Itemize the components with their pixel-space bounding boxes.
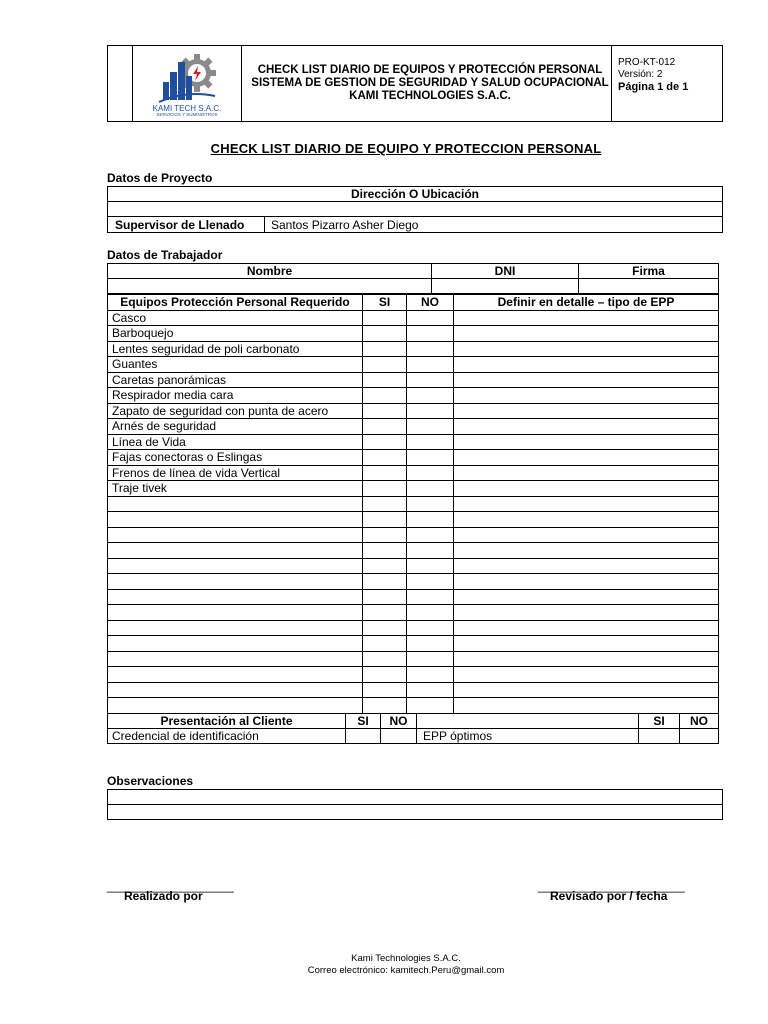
epp-item-label	[108, 698, 363, 714]
epp-detail-cell[interactable]	[454, 496, 719, 512]
presentation-blank-header	[417, 714, 639, 729]
epp-si-cell[interactable]	[363, 341, 407, 357]
epp-detail-cell[interactable]	[454, 636, 719, 652]
epp-row	[108, 605, 719, 621]
credential-no-cell[interactable]	[381, 729, 417, 744]
epp-detail-cell[interactable]	[454, 465, 719, 481]
epp-row	[108, 372, 719, 388]
presentation-header: Presentación al Cliente	[108, 714, 346, 729]
epp-detail-cell[interactable]	[454, 605, 719, 621]
epp-no-cell[interactable]	[407, 651, 454, 667]
epp-item-label: Línea de Vida	[108, 434, 363, 450]
document-page: Página 1 de 1	[618, 81, 689, 93]
epp-item-label: Casco	[108, 310, 363, 326]
credential-label: Credencial de identificación	[108, 729, 346, 744]
epp-row	[108, 574, 719, 590]
worker-table	[107, 263, 719, 294]
epp-optimal-label: EPP óptimos	[417, 729, 639, 744]
dni-header: DNI	[432, 264, 579, 279]
epp-row	[108, 698, 719, 714]
epp-no-cell[interactable]	[407, 605, 454, 621]
page-footer	[0, 953, 768, 977]
epp-row	[108, 651, 719, 667]
epp-item-label	[108, 512, 363, 528]
document-header	[107, 45, 723, 122]
epp-si-cell[interactable]	[363, 574, 407, 590]
firma-header: Firma	[579, 264, 719, 279]
epp-no-cell[interactable]	[407, 357, 454, 373]
observations-line[interactable]	[108, 790, 723, 805]
epp-no-cell[interactable]	[407, 403, 454, 419]
footer-email: Correo electrónico: kamitech.Peru@gmail.com	[307, 965, 505, 976]
logo-text: KAMI TECH S.A.C.	[152, 104, 222, 113]
epp-si-header: SI	[363, 295, 407, 311]
epp-row	[108, 682, 719, 698]
epp-item-header: Equipos Protección Personal Requerido	[108, 295, 363, 311]
epp-si-cell[interactable]	[363, 636, 407, 652]
epp-item-label: Respirador media cara	[108, 388, 363, 404]
epp-no-cell[interactable]	[407, 326, 454, 342]
epp-detail-cell[interactable]	[454, 372, 719, 388]
epp-row	[108, 543, 719, 559]
epp-si-cell[interactable]	[363, 465, 407, 481]
name-field[interactable]	[108, 279, 432, 294]
epp-no-cell[interactable]	[407, 636, 454, 652]
epp-detail-cell[interactable]	[454, 620, 719, 636]
epp-no-cell[interactable]	[407, 543, 454, 559]
epp-detail-cell[interactable]	[454, 512, 719, 528]
revisado-line: ______________________	[538, 879, 685, 893]
epp-row	[108, 636, 719, 652]
epp-row	[108, 388, 719, 404]
epp-no-cell[interactable]	[407, 450, 454, 466]
epp-no-cell[interactable]	[407, 434, 454, 450]
epp-si-cell[interactable]	[363, 620, 407, 636]
epp-detail-header: Definir en detalle – tipo de EPP	[454, 295, 719, 311]
epp-item-label	[108, 527, 363, 543]
epp-no-cell[interactable]	[407, 481, 454, 497]
observations-line[interactable]	[108, 805, 723, 820]
realizado-line: ___________________	[107, 879, 234, 893]
epp-si-cell[interactable]	[363, 698, 407, 714]
epp-si-cell[interactable]	[363, 372, 407, 388]
realizado-label: Realizado por	[124, 889, 203, 903]
epp-detail-cell[interactable]	[454, 357, 719, 373]
epp-no-cell[interactable]	[407, 527, 454, 543]
project-section-label: Datos de Proyecto	[107, 171, 213, 185]
epp-si-cell[interactable]	[363, 558, 407, 574]
epp-no-cell[interactable]	[407, 512, 454, 528]
epp-detail-cell[interactable]	[454, 419, 719, 435]
epp-row	[108, 667, 719, 683]
main-title: CHECK LIST DIARIO DE EQUIPO Y PROTECCION PERSONAL	[210, 141, 602, 156]
header-title-line: KAMI TECHNOLOGIES S.A.C.	[349, 90, 511, 102]
epp-row	[108, 558, 719, 574]
epp-item-label	[108, 496, 363, 512]
epp-detail-cell[interactable]	[454, 341, 719, 357]
epp-item-label	[108, 636, 363, 652]
epp-row	[108, 589, 719, 605]
location-field[interactable]	[108, 202, 723, 217]
epp-row	[108, 310, 719, 326]
epp-si-cell[interactable]	[363, 310, 407, 326]
logo-subtext: SERVICIOS Y SUMINISTROS	[156, 112, 218, 117]
epp-no-cell[interactable]	[407, 682, 454, 698]
epp-detail-cell[interactable]	[454, 527, 719, 543]
epp-si-cell[interactable]	[363, 605, 407, 621]
epp-no-cell[interactable]	[407, 698, 454, 714]
epp-si-cell[interactable]	[363, 434, 407, 450]
epp-row	[108, 465, 719, 481]
dni-field[interactable]	[432, 279, 579, 294]
epp-detail-cell[interactable]	[454, 698, 719, 714]
epp-item-label	[108, 682, 363, 698]
supervisor-value[interactable]: Santos Pizarro Asher Diego	[265, 217, 723, 233]
header-title-line: SISTEMA DE GESTION DE SEGURIDAD Y SALUD OCUPACIONAL	[251, 77, 609, 89]
epp-no-cell[interactable]	[407, 558, 454, 574]
epp-no-cell[interactable]	[407, 496, 454, 512]
epp-si-cell[interactable]	[363, 527, 407, 543]
header-title-line: CHECK LIST DIARIO DE EQUIPOS Y PROTECCIÓN PERSONAL	[257, 64, 603, 76]
epp-no-cell[interactable]	[407, 667, 454, 683]
epp-item-label	[108, 620, 363, 636]
epp-row	[108, 620, 719, 636]
epp-si-cell[interactable]	[363, 403, 407, 419]
epp-table	[107, 294, 719, 714]
epp-detail-cell[interactable]	[454, 388, 719, 404]
epp-row	[108, 357, 719, 373]
epp-no-cell[interactable]	[407, 419, 454, 435]
epp-item-label	[108, 543, 363, 559]
footer-company: Kami Technologies S.A.C.	[351, 953, 461, 964]
epp-si-cell[interactable]	[363, 450, 407, 466]
observations-label: Observaciones	[107, 774, 194, 788]
epp-item-label: Traje tivek	[108, 481, 363, 497]
epp-row	[108, 512, 719, 528]
epp-row	[108, 326, 719, 342]
firma-field[interactable]	[579, 279, 719, 294]
epp-row	[108, 496, 719, 512]
epp-no-cell[interactable]	[407, 574, 454, 590]
presentation-table	[107, 713, 719, 744]
epp-item-label	[108, 574, 363, 590]
epp-item-label	[108, 589, 363, 605]
epp-no-cell[interactable]	[407, 341, 454, 357]
epp-no-cell[interactable]	[407, 372, 454, 388]
company-logo	[132, 46, 242, 121]
epp-item-label	[108, 667, 363, 683]
name-header: Nombre	[108, 264, 432, 279]
epp-si-cell[interactable]	[363, 481, 407, 497]
project-table	[107, 186, 723, 233]
epp-no-cell[interactable]	[407, 589, 454, 605]
document-code: PRO-KT-012	[618, 57, 676, 68]
epp-detail-cell[interactable]	[454, 481, 719, 497]
worker-section-label: Datos de Trabajador	[107, 248, 223, 262]
epp-detail-cell[interactable]	[454, 310, 719, 326]
epp-detail-cell[interactable]	[454, 558, 719, 574]
revisado-label: Revisado por / fecha	[550, 889, 668, 903]
epp-row	[108, 527, 719, 543]
epp-item-label	[108, 651, 363, 667]
epp-detail-cell[interactable]	[454, 543, 719, 559]
epp-si-cell[interactable]	[363, 357, 407, 373]
presentation-no-header-right: NO	[680, 714, 719, 729]
document-version: Versión: 2	[618, 69, 663, 80]
epp-si-cell[interactable]	[363, 682, 407, 698]
epp-item-label	[108, 605, 363, 621]
epp-no-cell[interactable]	[407, 465, 454, 481]
header-title	[241, 46, 619, 121]
epp-optimal-no-cell[interactable]	[680, 729, 719, 744]
epp-item-label: Lentes seguridad de poli carbonato	[108, 341, 363, 357]
epp-detail-cell[interactable]	[454, 589, 719, 605]
epp-row	[108, 434, 719, 450]
epp-si-cell[interactable]	[363, 589, 407, 605]
epp-optimal-si-cell[interactable]	[639, 729, 680, 744]
presentation-no-header: NO	[381, 714, 417, 729]
epp-item-label: Caretas panorámicas	[108, 372, 363, 388]
epp-item-label: Zapato de seguridad con punta de acero	[108, 403, 363, 419]
credential-si-cell[interactable]	[346, 729, 381, 744]
epp-si-cell[interactable]	[363, 388, 407, 404]
epp-no-cell[interactable]	[407, 620, 454, 636]
epp-detail-cell[interactable]	[454, 574, 719, 590]
location-header: Dirección O Ubicación	[108, 187, 723, 202]
epp-si-cell[interactable]	[363, 419, 407, 435]
epp-detail-cell[interactable]	[454, 667, 719, 683]
epp-si-cell[interactable]	[363, 543, 407, 559]
epp-si-cell[interactable]	[363, 667, 407, 683]
presentation-si-header-right: SI	[639, 714, 680, 729]
epp-detail-cell[interactable]	[454, 326, 719, 342]
epp-no-cell[interactable]	[407, 310, 454, 326]
epp-detail-cell[interactable]	[454, 450, 719, 466]
epp-detail-cell[interactable]	[454, 682, 719, 698]
observations-table	[107, 789, 723, 820]
document-meta	[611, 46, 722, 121]
epp-si-cell[interactable]	[363, 651, 407, 667]
epp-item-label: Barboquejo	[108, 326, 363, 342]
presentation-si-header: SI	[346, 714, 381, 729]
epp-row	[108, 419, 719, 435]
epp-si-cell[interactable]	[363, 496, 407, 512]
epp-row	[108, 341, 719, 357]
epp-detail-cell[interactable]	[454, 651, 719, 667]
epp-row	[108, 481, 719, 497]
epp-item-label	[108, 558, 363, 574]
epp-detail-cell[interactable]	[454, 403, 719, 419]
epp-no-cell[interactable]	[407, 388, 454, 404]
epp-si-cell[interactable]	[363, 326, 407, 342]
epp-item-label: Frenos de línea de vida Vertical	[108, 465, 363, 481]
supervisor-label: Supervisor de Llenado	[108, 217, 265, 233]
epp-item-label: Fajas conectoras o Eslingas	[108, 450, 363, 466]
epp-item-label: Arnés de seguridad	[108, 419, 363, 435]
epp-item-label: Guantes	[108, 357, 363, 373]
epp-si-cell[interactable]	[363, 512, 407, 528]
epp-row	[108, 450, 719, 466]
epp-detail-cell[interactable]	[454, 434, 719, 450]
epp-no-header: NO	[407, 295, 454, 311]
epp-row	[108, 403, 719, 419]
